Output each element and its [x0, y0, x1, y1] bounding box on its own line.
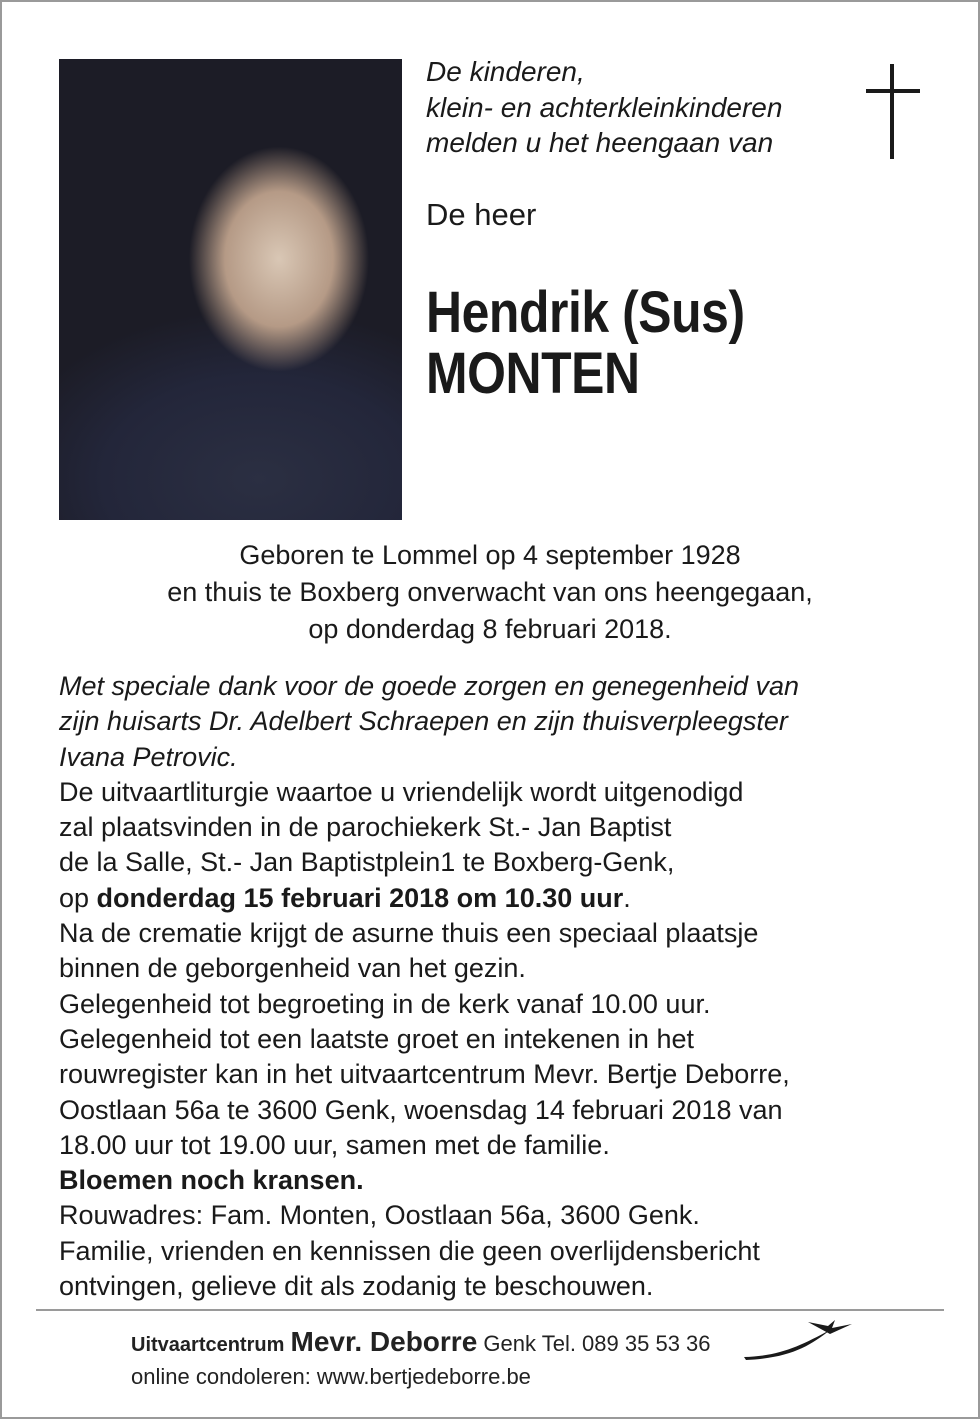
born-line: en thuis te Boxberg onverwacht van ons heengegaan, — [167, 577, 813, 607]
thanks-line: Ivana Petrovic. — [59, 741, 238, 772]
liturgy-line: de la Salle, St.- Jan Baptistplein1 te Boxberg-Genk, — [59, 847, 675, 878]
notice-body — [59, 669, 799, 1304]
name-line: Hendrik (Sus) — [426, 280, 745, 345]
info-line: Na de crematie krijgt de asurne thuis een speciaal plaatsje — [59, 918, 759, 949]
info-line: 18.00 uur tot 19.00 uur, samen met de familie. — [59, 1129, 610, 1160]
info-line: binnen de geborgenheid van het gezin. — [59, 953, 526, 984]
intro-line: klein- en achterkleinkinderen — [426, 91, 783, 123]
flowers-note: Bloemen noch kransen. — [59, 1165, 364, 1196]
portrait-photo — [59, 59, 402, 520]
intro-text — [426, 54, 782, 161]
thanks-line: Met speciale dank voor de goede zorgen en genegenheid van — [59, 671, 800, 701]
footer-brand: Mevr. Deborre — [290, 1326, 478, 1357]
info-line: Gelegenheid tot een laatste groet en intekenen in het — [59, 1023, 694, 1054]
footer-city: Genk — [483, 1331, 536, 1356]
funeral-home-footer — [131, 1326, 711, 1393]
deceased-name — [426, 282, 745, 404]
end-line: Familie, vrienden en kennissen die geen overlijdensbericht — [59, 1235, 760, 1266]
end-line: ontvingen, gelieve dit als zodanig te beschouwen. — [59, 1271, 654, 1302]
funeral-date: donderdag 15 februari 2018 om 10.30 uur — [96, 882, 624, 913]
cross-icon — [866, 64, 920, 159]
bird-logo-icon — [740, 1316, 860, 1366]
info-line: rouwregister kan in het uitvaartcentrum Mevr. Bertje Deborre, — [59, 1059, 790, 1090]
footer-website[interactable]: online condoleren: www.bertjedeborre.be — [131, 1364, 531, 1389]
born-line: op donderdag 8 februari 2018. — [308, 614, 672, 644]
thanks-line: zijn huisarts Dr. Adelbert Schraepen en zijn thuisverpleegster — [59, 706, 788, 737]
intro-line: De kinderen, — [426, 56, 585, 87]
divider — [36, 1309, 944, 1311]
footer-prefix: Uitvaartcentrum — [131, 1334, 285, 1356]
funeral-date-line: op donderdag 15 februari 2018 om 10.30 uur. — [59, 882, 631, 913]
name-line: MONTEN — [426, 341, 640, 406]
info-line: Gelegenheid tot begroeting in de kerk vanaf 10.00 uur. — [59, 988, 711, 1019]
footer-phone: Tel. 089 35 53 36 — [541, 1331, 711, 1356]
birth-death-info — [0, 537, 980, 648]
liturgy-line: zal plaatsvinden in de parochiekerk St.- Jan Baptist — [59, 812, 672, 843]
liturgy-line: De uitvaartliturgie waartoe u vriendelijk wordt uitgenodigd — [59, 776, 744, 807]
end-line: Rouwadres: Fam. Monten, Oostlaan 56a, 3600 Genk. — [59, 1200, 700, 1231]
honorific: De heer — [426, 197, 537, 232]
intro-line: melden u het heengaan van — [426, 127, 774, 158]
info-line: Oostlaan 56a te 3600 Genk, woensdag 14 februari 2018 van — [59, 1094, 783, 1125]
born-line: Geboren te Lommel op 4 september 1928 — [239, 540, 741, 570]
